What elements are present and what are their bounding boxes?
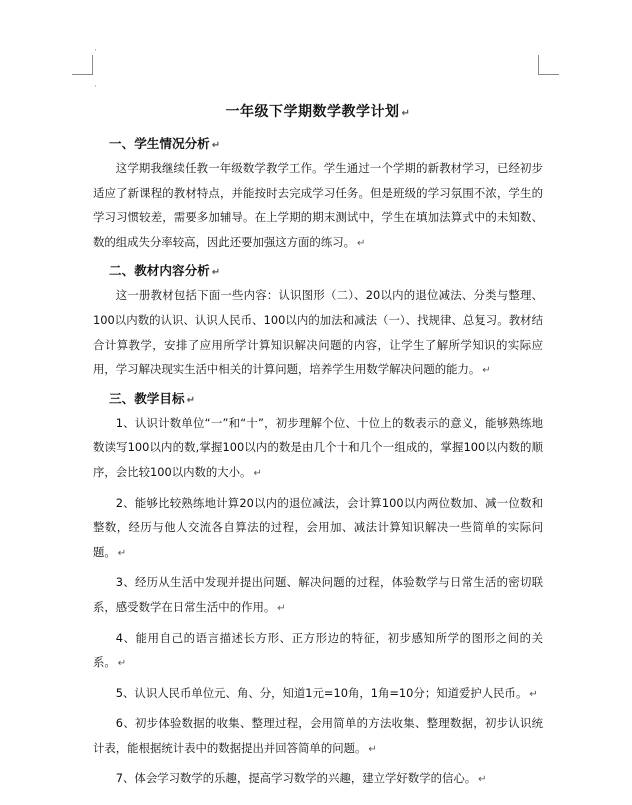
paragraph-mark: ↵ xyxy=(478,774,487,786)
paragraph-mark: ↵ xyxy=(186,394,195,406)
paragraph-mark: ↵ xyxy=(368,743,377,755)
paragraph-text: 3、经历从生活中发现并提出问题、解决问题的过程，体验数学与日常生活的密切联系，感受数学在日常生活中的作用。 xyxy=(93,575,543,614)
section-heading xyxy=(109,133,543,152)
format-mark-top: · xyxy=(94,46,97,56)
section-heading-text: 二、教材内容分析 xyxy=(109,263,210,279)
paragraph xyxy=(93,156,543,256)
list-paragraph xyxy=(93,681,543,708)
list-paragraph xyxy=(93,491,543,567)
paragraph-text: 7、体会学习数学的乐趣，提高学习数学的兴趣，建立学好数学的信心。 xyxy=(115,771,477,786)
section-heading-text: 一、学生情况分析 xyxy=(109,136,210,151)
list-paragraph xyxy=(93,711,543,762)
paragraph-text: 这学期我继续任教一年级数学教学工作。学生通过一个学期的新教材学习，已经初步适应了新课程的教材特点，并能按时去完成学习任务。但是班级的学习氛围不浓，学生的学习习惯较差，需要多加辅导。在上学期的期末测试中，学生在填加法算式中的未知数、数的组成失分率较高，因此还要加强这方面的练习。 xyxy=(93,161,543,249)
section-heading xyxy=(109,260,543,279)
document-title xyxy=(93,101,543,121)
paragraph-mark: ↵ xyxy=(117,547,127,559)
list-paragraph xyxy=(93,570,543,621)
paragraph-mark: ↵ xyxy=(482,365,491,377)
paragraph-mark: ↵ xyxy=(529,688,538,700)
paragraph-text: 6、初步体验数据的收集、整理过程，会用简单的方法收集、整理数据，初步认识统计表，能根据统计表中的数据提出并回答简单的问题。 xyxy=(93,716,543,755)
paragraph-text: 4、能用自己的语言描述长方形、正方形边的特征，初步感知所学的图形之间的关系。 xyxy=(93,630,543,670)
paragraph-text: 1、认识计数单位“一”和“十”，初步理解个位、十位上的数表示的意义，能够熟练地数读写100以内的数,掌握100以内的数是由几个十和几个一组成的，掌握100以内数的顺序，会比较100以内数的大小。 xyxy=(93,415,543,479)
document-title-text: 一年级下学期数学教学计划 xyxy=(225,104,400,120)
paragraph-mark: ↵ xyxy=(211,140,221,151)
paragraph-mark: ↵ xyxy=(117,658,127,670)
list-paragraph xyxy=(93,411,543,487)
paragraph xyxy=(93,283,543,383)
paragraph-mark: ↵ xyxy=(401,108,411,119)
format-mark-left: · xyxy=(94,82,97,92)
paragraph-mark: ↵ xyxy=(253,467,262,479)
paragraph-mark: ↵ xyxy=(357,237,366,249)
paragraph-text: 2、能够比较熟练地计算20以内的退位减法，会计算100以内两位数加、减一位数和整数，经历与他人交流各自算法的过程，会用加、减法计算知识解决一些简单的实际问题。 xyxy=(93,495,543,559)
paragraph-mark: ↵ xyxy=(211,267,221,279)
paragraph-text: 5、认识人民币单位元、角、分，知道1元=10角，1角=10分；知道爱护人民币。 xyxy=(115,685,528,700)
crop-mark-top-left-vertical xyxy=(92,55,93,75)
paragraph-text: 这一册教材包括下面一些内容：认识图形（二）、20以内的退位减法、分类与整理、100以内数的认识、认识人民币、100以内的加法和减法（一）、找规律、总复习。教材结合计算教学，安排了应用所学计算知识解决问题的内容，让学生了解所学知识的实际应用，学习解决现实生活中相关的计算问题，培养学生用数学解决问题的能力。 xyxy=(93,288,543,377)
crop-mark-top-right-horizontal xyxy=(538,74,559,75)
crop-mark-top-left-horizontal xyxy=(72,74,93,75)
list-paragraph xyxy=(93,766,543,793)
list-paragraph xyxy=(93,626,543,677)
crop-mark-top-right-vertical xyxy=(538,55,539,75)
section-heading xyxy=(109,388,543,407)
section-heading-text: 三、教学目标 xyxy=(109,390,185,406)
paragraph-mark: ↵ xyxy=(277,602,286,614)
document-body xyxy=(93,97,543,797)
